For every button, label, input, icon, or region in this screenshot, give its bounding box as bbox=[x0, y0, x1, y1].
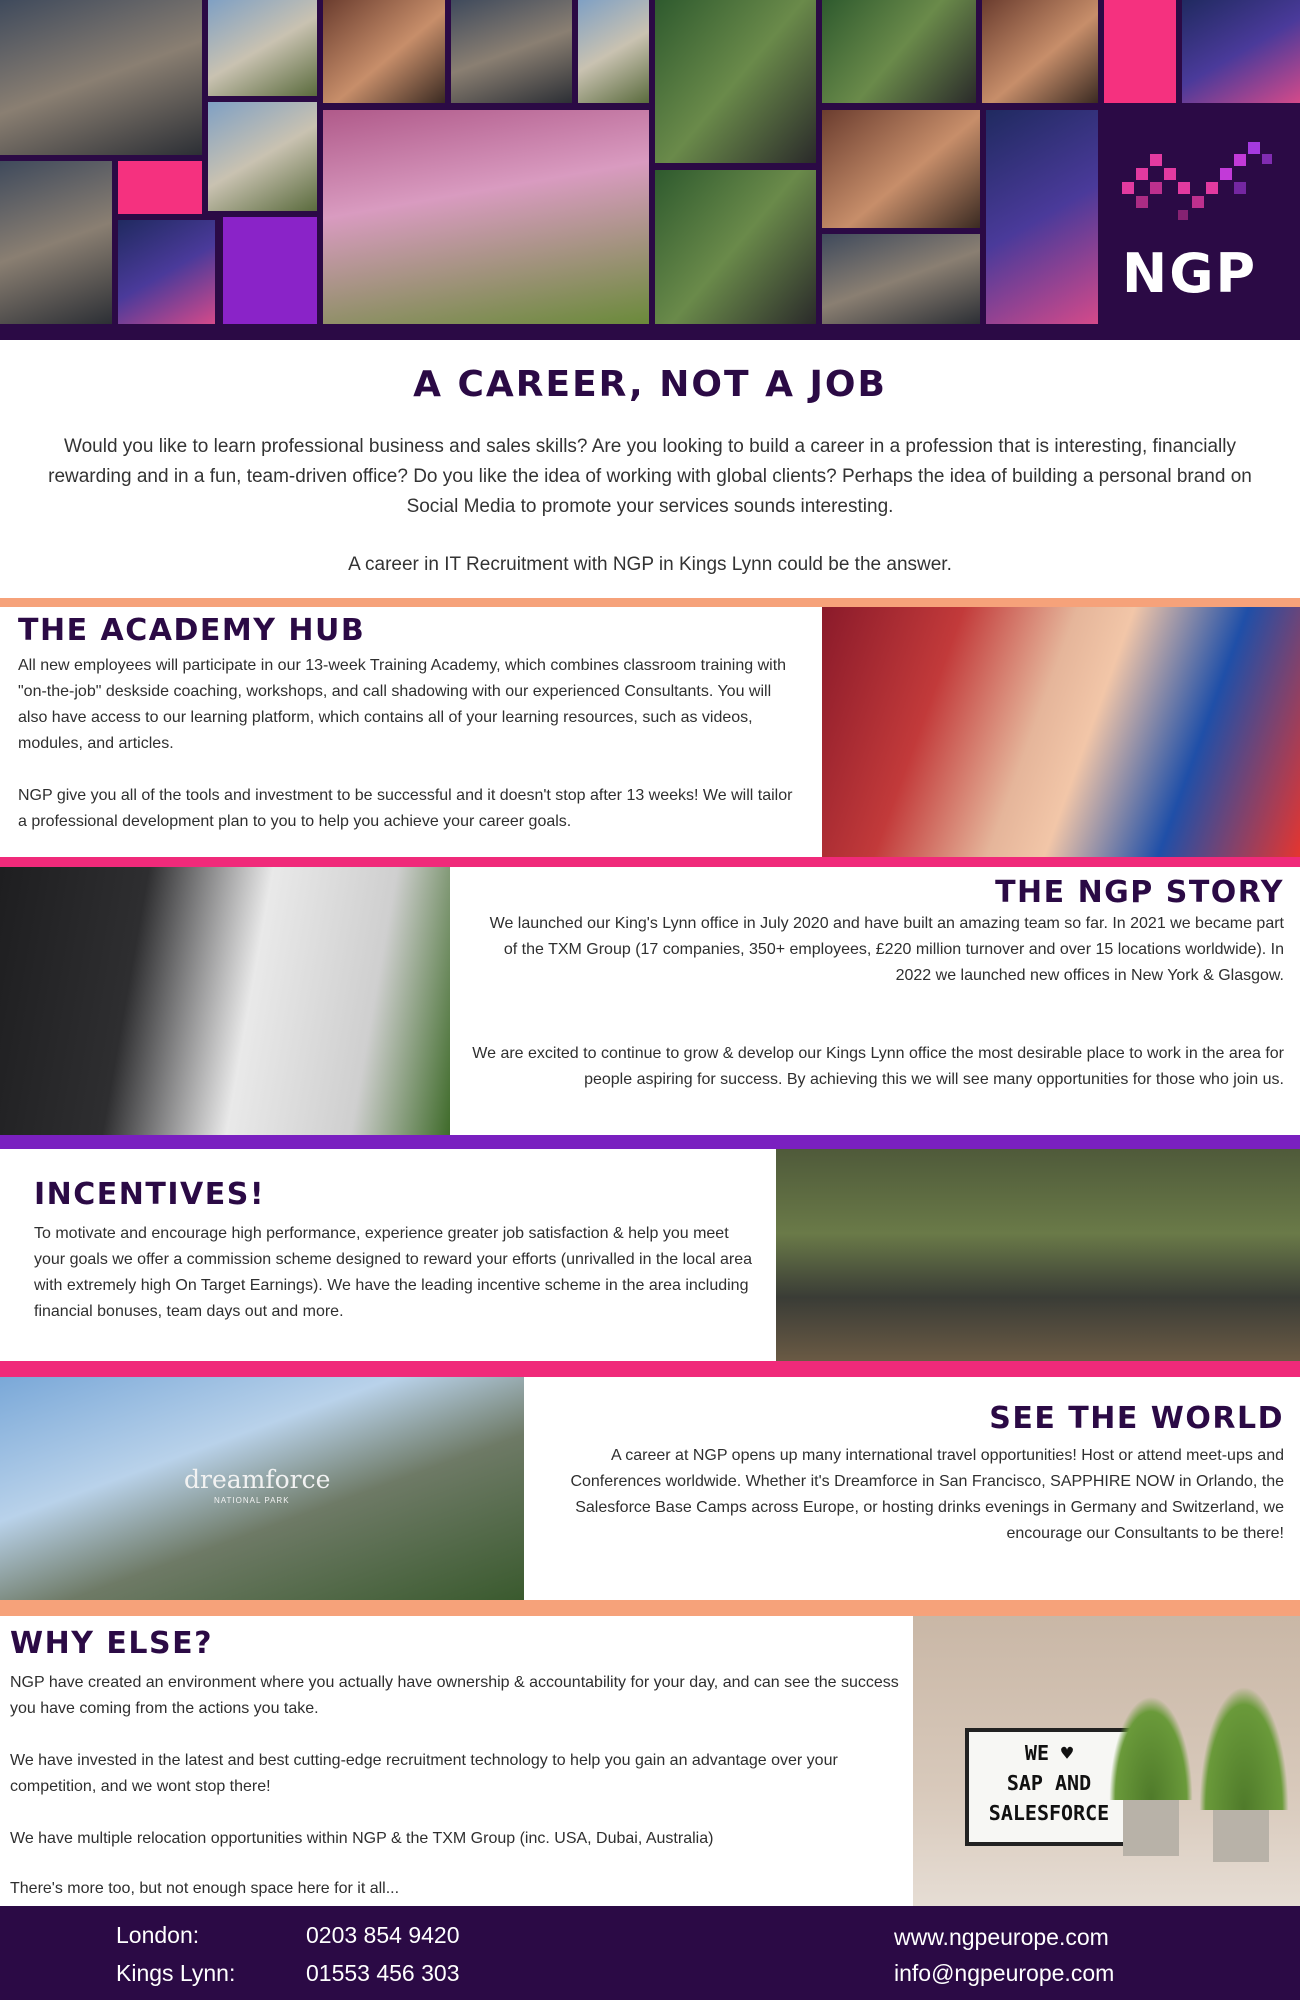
collage-photo-bar bbox=[451, 0, 572, 103]
website-link[interactable]: www.ngpeurope.com bbox=[894, 1924, 1109, 1950]
hands-together-photo bbox=[822, 607, 1300, 857]
collage-photo-dinner bbox=[822, 110, 980, 228]
collage-photo-tree bbox=[982, 0, 1098, 103]
why-title: WHY ELSE? bbox=[10, 1626, 213, 1661]
plant-right bbox=[1199, 1686, 1289, 1810]
collage-photo-office bbox=[0, 0, 202, 155]
office-desk-photo bbox=[0, 867, 450, 1135]
collage-pink-block-top bbox=[1104, 0, 1176, 103]
ngp-logo: NGP bbox=[1122, 242, 1258, 305]
world-paragraph: A career at NGP opens up many international travel opportunities! Host or attend meet-ups and Conferences worldwide. Whether it's Dreamforce in San Francisco, SAPPHIRE NOW in Orlando, the Salesforce Base Camps across Europe, or hosting drinks evenings in Germany and Switzerland, we encourage our Consultants to be there! bbox=[570, 1447, 1284, 1542]
collage-purple-block bbox=[223, 217, 317, 324]
divider-pink-2 bbox=[0, 1361, 1300, 1377]
london-phone[interactable]: 0203 854 9420 bbox=[306, 1922, 460, 1948]
why-section bbox=[0, 1616, 1300, 1906]
contact-footer bbox=[0, 1906, 1300, 2000]
divider-peach-2 bbox=[0, 1600, 1300, 1616]
collage-photo-seaside bbox=[208, 0, 317, 96]
story-title: THE NGP STORY bbox=[995, 875, 1284, 910]
incentives-title: INCENTIVES! bbox=[34, 1177, 266, 1212]
divider-peach bbox=[0, 598, 1300, 607]
header-collage bbox=[0, 0, 1300, 340]
collage-pink-block bbox=[118, 161, 202, 214]
lightbox-line-3: SALESFORCE bbox=[988, 1801, 1110, 1825]
london-label: London: bbox=[116, 1922, 200, 1948]
intro-answer: A career in IT Recruitment with NGP in Kings Lynn could be the answer. bbox=[348, 554, 952, 575]
kings-lynn-phone[interactable]: 01553 456 303 bbox=[306, 1960, 460, 1986]
why-paragraph-1: NGP have created an environment where you actually have ownership & accountability for your day, and can see the success you have coming from the actions you take. bbox=[10, 1674, 899, 1717]
collage-photo-rooftop bbox=[208, 102, 317, 211]
lightbox-line-2: SAP AND bbox=[1006, 1771, 1092, 1795]
dreamforce-sign-sub: NATIONAL PARK bbox=[214, 1496, 290, 1505]
quad-bike-team-photo bbox=[776, 1149, 1300, 1361]
why-paragraph-3: We have multiple relocation opportunities within NGP & the TXM Group (inc. USA, Dubai, Australia) bbox=[10, 1830, 714, 1847]
academy-section bbox=[0, 607, 1300, 857]
why-paragraph-4: There's more too, but not enough space here for it all... bbox=[10, 1880, 400, 1897]
academy-title: THE ACADEMY HUB bbox=[18, 613, 366, 648]
story-paragraph-1: We launched our King's Lynn office in July 2020 and have built an amazing team so far. In 2021 we became part of the TXM Group (17 companies, 350+ employees, £220 million turnover and over 15 locations worldwide). In 2022 we launched new offices in New York & Glasgow. bbox=[489, 915, 1284, 984]
incentives-paragraph: To motivate and encourage high performance, experience greater job satisfaction & help you meet your goals we offer a commission scheme designed to reward your efforts (unrivalled in the local area with extremely high On Target Earnings). We have the leading incentive scheme in the area including financial bonuses, team days out and more. bbox=[34, 1225, 752, 1320]
world-title: SEE THE WORLD bbox=[989, 1401, 1284, 1436]
incentives-section bbox=[0, 1149, 1300, 1361]
intro-paragraph: Would you like to learn professional business and sales skills? Are you looking to build a career in a profession that is interesting, financially rewarding and in a fun, team-driven office? Do you like the idea of working with global clients? Perhaps the idea of building a personal brand on Social Media to promote your services sounds interesting. bbox=[48, 436, 1252, 517]
academy-paragraph-1: All new employees will participate in our 13-week Training Academy, which combines classroom training with "on-the-job" deskside coaching, workshops, and call shadowing with our experienced Consultants. You will also have access to our learning platform, which contains all of your learning resources, such as videos, modules, and articles. bbox=[18, 657, 787, 752]
collage-photo-arcade bbox=[118, 220, 215, 324]
academy-paragraph-2: NGP give you all of the tools and investment to be successful and it doesn't stop after 13 weeks! We will tailor a professional development plan to you to help you achieve your career goals. bbox=[18, 787, 793, 830]
lightbox-photo bbox=[913, 1616, 1300, 1906]
world-section bbox=[0, 1377, 1300, 1600]
divider-pink bbox=[0, 857, 1300, 867]
collage-photo-tulips bbox=[655, 170, 816, 324]
kings-lynn-label: Kings Lynn: bbox=[116, 1960, 236, 1986]
divider-violet bbox=[0, 1135, 1300, 1149]
collage-photo-dreamforce-booth bbox=[986, 110, 1098, 324]
collage-photo-quad-bikes bbox=[822, 0, 976, 103]
collage-photo-pumpkins bbox=[1182, 0, 1300, 103]
collage-photo-portrait bbox=[578, 0, 649, 103]
collage-photo-party bbox=[822, 234, 980, 324]
why-paragraph-2: We have invested in the latest and best cutting-edge recruitment technology to help you gain an advantage over your competition, and we wont stop there! bbox=[10, 1752, 838, 1795]
email-link[interactable]: info@ngpeurope.com bbox=[894, 1960, 1115, 1986]
plant-pot-right bbox=[1213, 1806, 1269, 1862]
collage-photo-christmas bbox=[323, 0, 445, 103]
dreamforce-park-photo bbox=[0, 1377, 524, 1600]
plant-left bbox=[1109, 1696, 1193, 1800]
collage-photo-salesforce-sign bbox=[655, 0, 816, 163]
dreamforce-sign: dreamforce bbox=[184, 1465, 331, 1494]
page-title: A CAREER, NOT A JOB bbox=[413, 364, 887, 405]
logo-panel bbox=[1104, 112, 1300, 340]
intro-section bbox=[0, 340, 1300, 598]
collage-photo-team-event bbox=[323, 110, 649, 324]
collage-photo-bowling bbox=[0, 161, 112, 324]
lightbox-line-1: WE ♥ bbox=[1024, 1741, 1074, 1765]
story-paragraph-2: We are excited to continue to grow & develop our Kings Lynn office the most desirable place to work in the area for people aspiring for success. By achieving this we will see many opportunities for those who join us. bbox=[472, 1045, 1284, 1088]
story-section bbox=[0, 867, 1300, 1135]
ngp-pixel-mark-icon bbox=[1122, 142, 1282, 232]
lightbox-sign bbox=[965, 1728, 1133, 1846]
plant-pot-left bbox=[1123, 1796, 1179, 1856]
